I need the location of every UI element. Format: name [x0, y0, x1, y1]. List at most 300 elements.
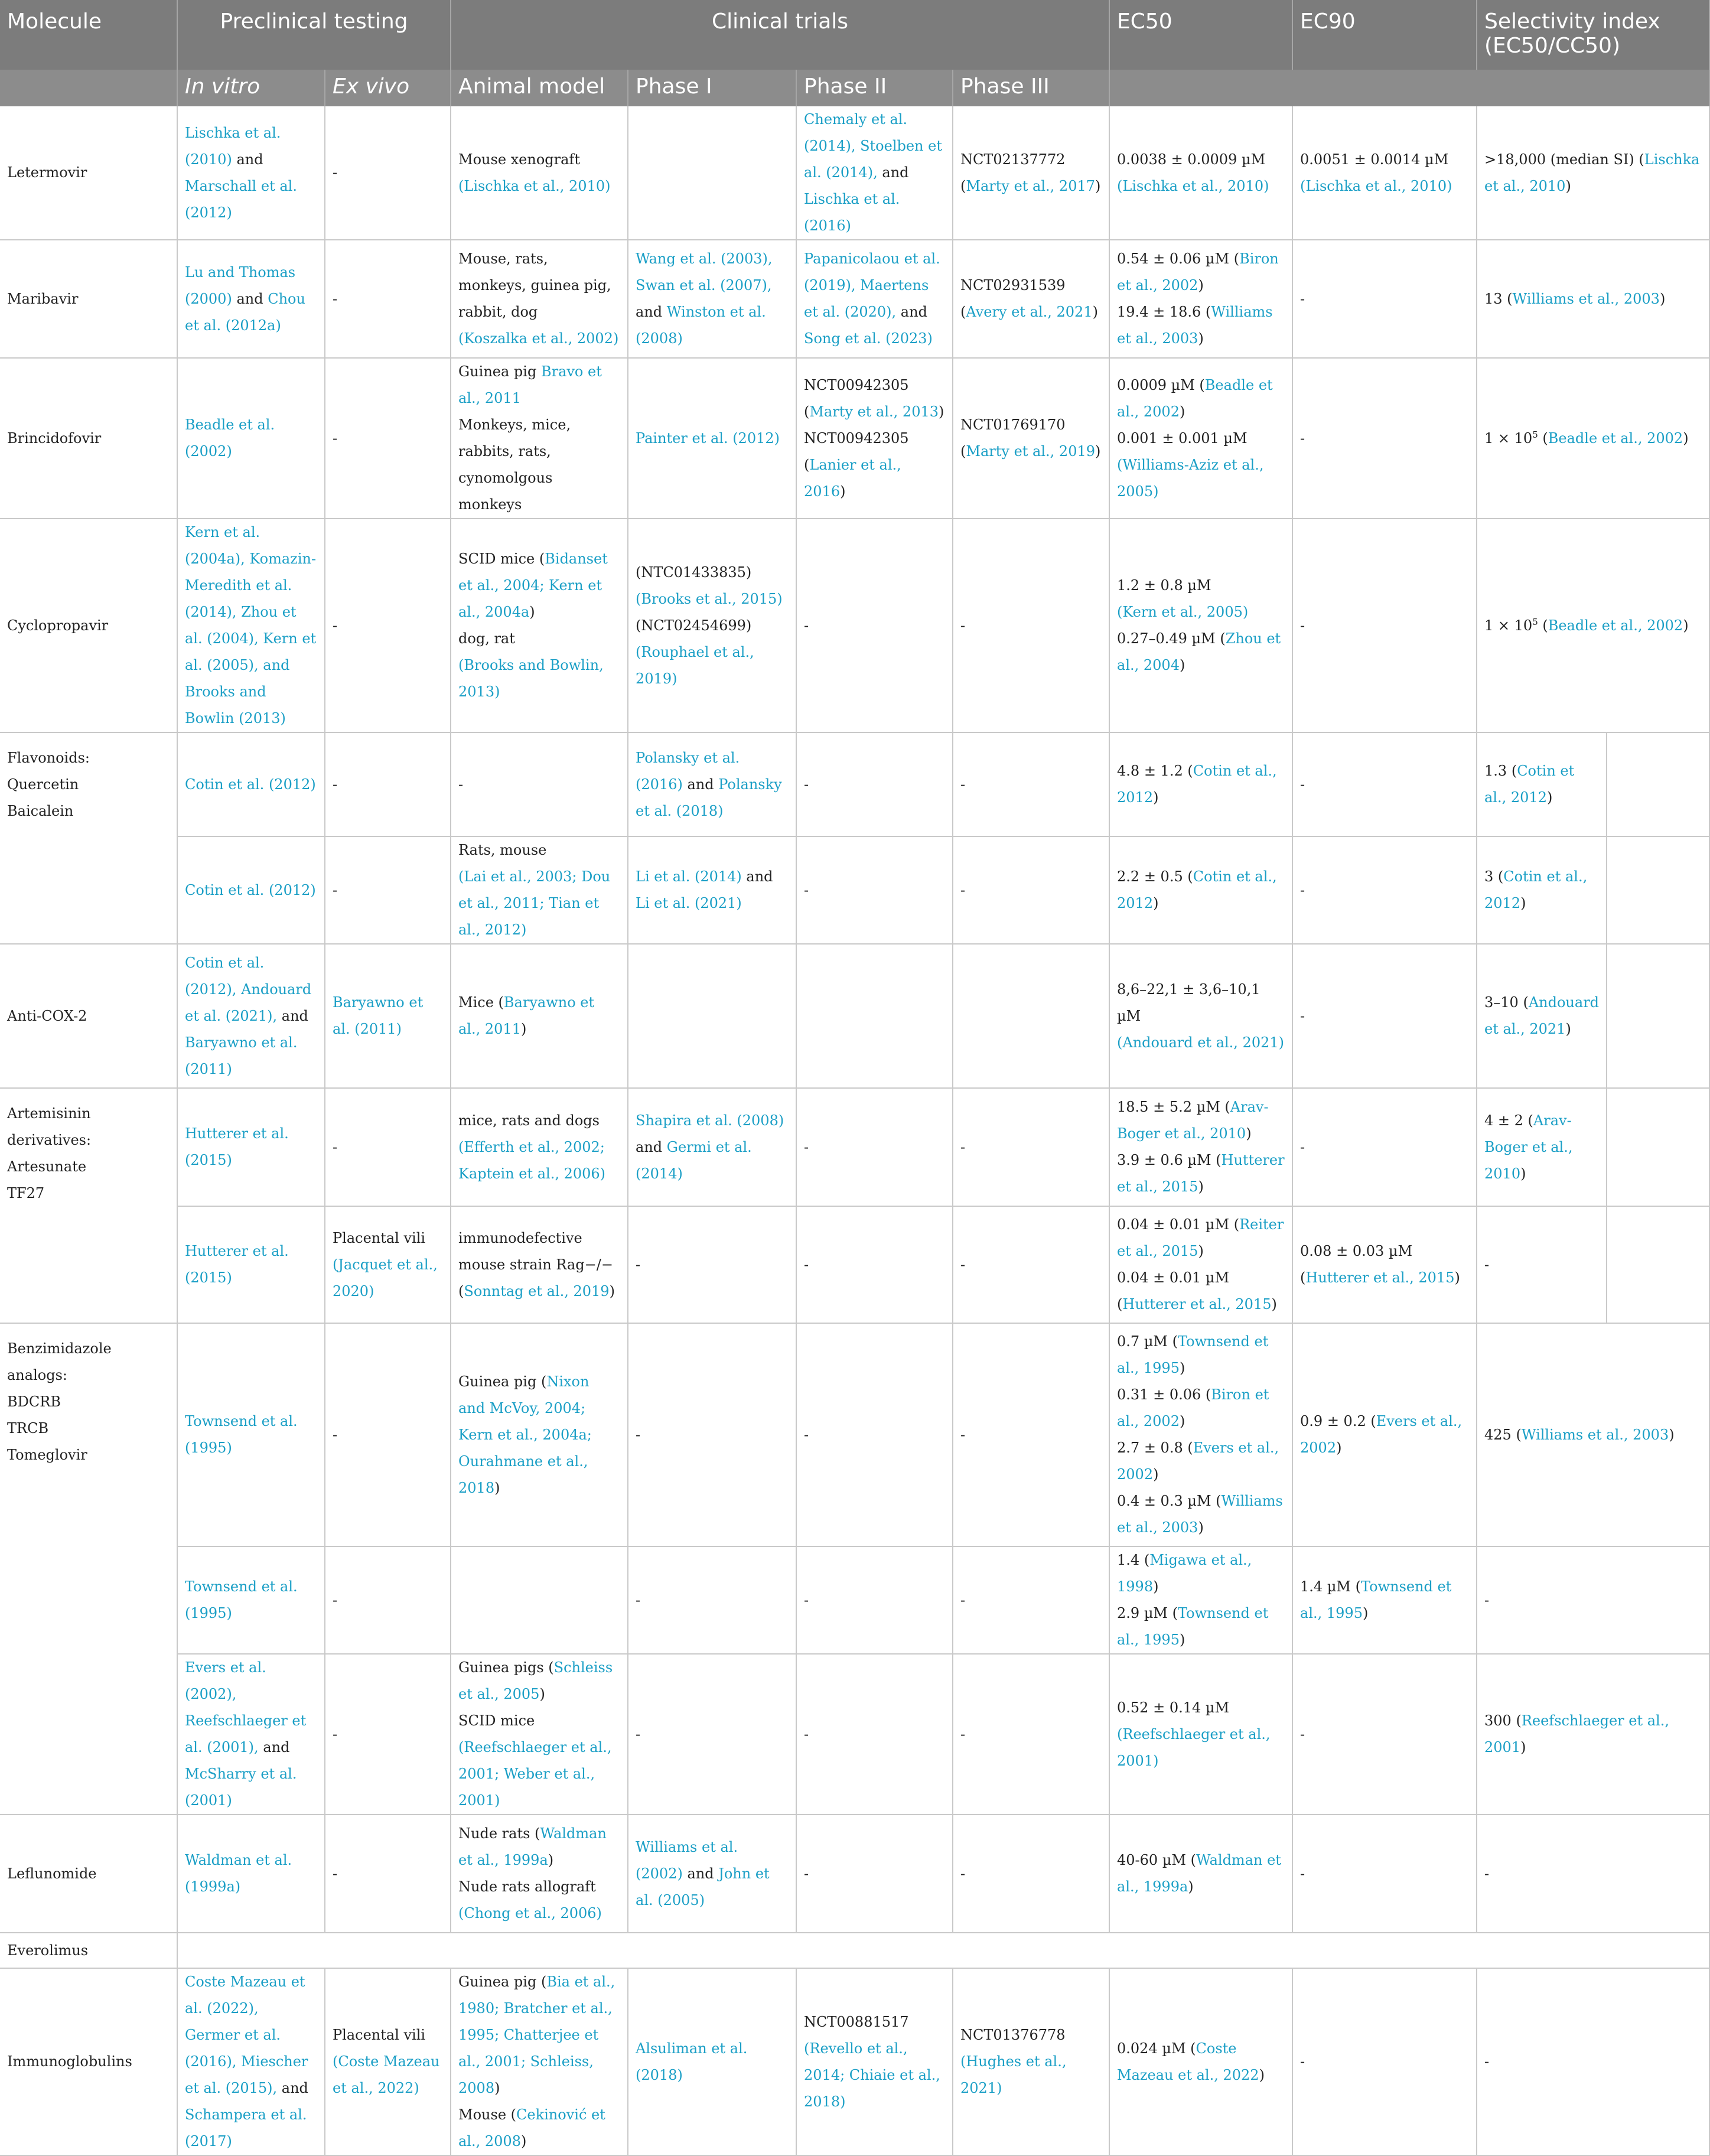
cell-ex-vivo	[325, 944, 451, 1088]
cell-ec50	[1109, 358, 1292, 519]
ref-link[interactable]: Bidanset et al., 2004; Kern et al., 2004a	[458, 551, 608, 620]
text: 3–10 (	[1484, 994, 1529, 1011]
ref-link[interactable]: (Brooks and Bowlin, 2013)	[458, 657, 604, 700]
cell-phase-3	[953, 944, 1109, 1088]
cell-ex-vivo: -	[325, 358, 451, 519]
header-ec90: EC90	[1292, 0, 1477, 70]
cell-phase-3: -	[953, 732, 1109, 836]
text: )	[1669, 1426, 1675, 1443]
ref-link[interactable]: Lanier et al., 2016	[804, 456, 901, 500]
cell-ec90: -	[1292, 519, 1477, 732]
cell-ec50	[1109, 1546, 1292, 1654]
text: )	[1520, 895, 1526, 911]
cell-selectivity-index	[1477, 1088, 1607, 1206]
ref-link[interactable]: (Andouard et al., 2021)	[1117, 1034, 1284, 1051]
cell-animal-model: -	[451, 732, 628, 836]
ref-link[interactable]: Waldman et al., 1999a	[1117, 1852, 1281, 1895]
molecule-name: Maribavir	[0, 240, 177, 358]
text: mice, rats and dogs	[458, 1112, 600, 1129]
text: 0.001 ± 0.001 µM	[1117, 429, 1248, 447]
text: NCT02931539 (	[960, 277, 1066, 320]
text: NCT02137772 (	[960, 151, 1066, 194]
table-body	[0, 106, 1709, 2155]
ref-link[interactable]: Hutterer et al. (2015)	[185, 1243, 289, 1286]
ref-link[interactable]: Baryawno et al., 2011	[458, 994, 595, 1037]
ref-link[interactable]: (Williams-Aziz et al., 2005)	[1117, 456, 1264, 500]
ref-link[interactable]: Cotin et al. (2012)	[185, 776, 316, 793]
text: )	[548, 1852, 554, 1868]
text: 0.4 ± 0.3 µM (	[1117, 1493, 1222, 1509]
cell-ec50	[1109, 240, 1292, 358]
cell-phase-1	[628, 1088, 796, 1206]
text: )	[840, 483, 846, 500]
header-phase-2: Phase II	[796, 70, 953, 106]
text: )	[1659, 290, 1666, 307]
text: Monkeys, mice, rabbits, rats, cynomolgous monkeys	[458, 416, 571, 513]
ref-link[interactable]: Kern et al. (2004a), Komazin-Meredith et al. (2014), Zhou et al. (2004), Kern et al. (2005), and Brooks and Bowlin (2013)	[185, 524, 317, 727]
text: 2.9 µM (	[1117, 1605, 1178, 1621]
text: SCID mice	[458, 1712, 535, 1729]
ref-link[interactable]: Papanicolaou et al. (2019), Maertens et al. (2020),	[804, 250, 940, 320]
text: Mouse xenograft	[458, 151, 580, 168]
table-row	[0, 1968, 1709, 2155]
cell-animal-model	[451, 519, 628, 732]
ref-link[interactable]: Beadle et al., 2002	[1117, 376, 1273, 420]
cell-ex-vivo: -	[325, 1088, 451, 1206]
table-row	[0, 1323, 1709, 1546]
ref-link[interactable]: Coste Mazeau et al. (2022), Germer et al. (2016), Miescher et al. (2015),	[185, 1973, 308, 2096]
ref-link[interactable]: Marschall et al. (2012)	[185, 177, 297, 221]
cell-phase-1	[628, 358, 796, 519]
text: )	[494, 2080, 500, 2096]
cell-ex-vivo: -	[325, 1654, 451, 1815]
text: )	[1092, 304, 1098, 320]
text: and	[277, 1007, 308, 1024]
cell-ec90: -	[1292, 1815, 1477, 1933]
cell-in-vitro	[177, 1815, 325, 1933]
ref-link[interactable]: Beadle et al., 2002	[1548, 429, 1683, 447]
text: Placental vili	[333, 2027, 426, 2043]
ref-link[interactable]: (Efferth et al., 2002; Kaptein et al., 2006)	[458, 1138, 606, 1182]
text: )	[1246, 1125, 1252, 1142]
cell-ec50	[1109, 732, 1292, 836]
text: 0.54 ± 0.06 µM (	[1117, 250, 1240, 267]
cell-ec50	[1109, 519, 1292, 732]
ref-link[interactable]: Cotin et al. (2012), Andouard et al. (2021),	[185, 954, 312, 1024]
text: 4.8 ± 1.2 (	[1117, 763, 1193, 779]
cell-phase-3	[953, 240, 1109, 358]
text: )	[1179, 657, 1185, 673]
ref-link[interactable]: Evers et al., 2002	[1117, 1439, 1279, 1483]
text: (	[1538, 429, 1548, 447]
molecule-name: Brincidofovir	[0, 358, 177, 519]
cell-animal-model	[451, 1206, 628, 1323]
ref-link[interactable]: Painter et al. (2012)	[636, 429, 780, 447]
text: and	[258, 1739, 290, 1756]
ref-link[interactable]: Polansky et al. (2018)	[636, 776, 782, 819]
ref-link[interactable]: Beadle et al., 2002	[1548, 617, 1683, 634]
text: dog, rat	[458, 630, 515, 647]
cell-ex-vivo	[325, 1206, 451, 1323]
ref-link[interactable]: Avery et al., 2021	[966, 304, 1093, 320]
cell-phase-1: -	[628, 1654, 796, 1815]
cell-animal-model	[451, 1968, 628, 2155]
ref-link[interactable]: Alsuliman et al. (2018)	[636, 2040, 748, 2083]
ref-link[interactable]: Arav-Boger et al., 2010	[1117, 1099, 1269, 1142]
ref-link[interactable]: Cotin et al., 2012	[1484, 868, 1588, 911]
text: 3.9 ± 0.6 µM (	[1117, 1152, 1222, 1168]
text: )	[494, 1479, 500, 1496]
text: )	[1179, 1413, 1185, 1429]
cell-phase-1	[628, 836, 796, 944]
ref-link[interactable]: Bravo et al., 2011	[458, 363, 602, 406]
ref-link[interactable]: Townsend et al. (1995)	[185, 1413, 298, 1456]
cell-phase-2: -	[796, 1088, 953, 1206]
superscript: 5	[1532, 616, 1538, 627]
cell-empty	[1607, 1206, 1709, 1323]
cell-phase-1	[628, 1815, 796, 1933]
text: Mice (	[458, 994, 504, 1011]
text: 0.27–0.49 µM (	[1117, 630, 1226, 647]
molecule-sub-name: TF27	[7, 1185, 45, 1201]
cell-animal-model	[451, 240, 628, 358]
cell-ec50	[1109, 1968, 1292, 2155]
ref-link[interactable]: Lu and Thomas (2000)	[185, 263, 296, 307]
ref-link[interactable]: Song et al. (2023)	[804, 330, 933, 347]
ref-link[interactable]: Li et al. (2021)	[636, 895, 742, 911]
text: 0.04 ± 0.01 µM (	[1117, 1269, 1230, 1313]
text: Nude rats (	[458, 1825, 540, 1842]
cell-selectivity-index	[1477, 836, 1607, 944]
ref-link[interactable]: Zhou et al., 2004	[1117, 630, 1281, 673]
text: and	[277, 2080, 308, 2096]
cell-phase-1: -	[628, 1206, 796, 1323]
text: )	[1095, 443, 1101, 460]
cell-empty	[1607, 836, 1709, 944]
cell-in-vitro	[177, 836, 325, 944]
cell-in-vitro	[177, 944, 325, 1088]
text: )	[1454, 1269, 1460, 1286]
header-clinical: Clinical trials	[451, 0, 1109, 70]
ref-link[interactable]: Marty et al., 2019	[966, 443, 1096, 460]
text: )	[1179, 1360, 1185, 1376]
header-animal-model: Animal model	[451, 70, 628, 106]
cell-in-vitro	[177, 1546, 325, 1654]
cell-animal-model	[451, 1088, 628, 1206]
ref-link[interactable]: Hutterer et al., 2015	[1122, 1296, 1272, 1313]
header-selectivity-index: Selectivity index (EC50/CC50)	[1477, 0, 1709, 70]
cell-ec90: -	[1292, 732, 1477, 836]
cell-animal-model	[451, 1815, 628, 1933]
text: Guinea pigs (	[458, 1659, 554, 1676]
text: Guinea pig (	[458, 1973, 547, 1990]
cell-phase-1: -	[628, 1546, 796, 1654]
header-ex-vivo: Ex vivo	[325, 70, 451, 106]
cell-phase-3: -	[953, 1323, 1109, 1546]
cell-empty	[1607, 944, 1709, 1088]
molecule-name	[0, 1088, 177, 1323]
table-row	[0, 1088, 1709, 1206]
ref-link[interactable]: Bia et al., 1980; Bratcher et al., 1995; Chatterjee et al., 2001; Schleiss, 2008	[458, 1973, 615, 2096]
cell-phase-2: -	[796, 1654, 953, 1815]
text: SCID mice (	[458, 551, 545, 567]
ref-link[interactable]: Baryawno et al. (2011)	[333, 994, 424, 1037]
cell-animal-model	[451, 1654, 628, 1815]
cell-phase-2: -	[796, 836, 953, 944]
text: and	[232, 290, 268, 307]
text: )	[1153, 895, 1159, 911]
cell-ec90: -	[1292, 944, 1477, 1088]
text: )	[1153, 1466, 1159, 1483]
cell-phase-1	[628, 732, 796, 836]
cell-selectivity-index: -	[1477, 1815, 1709, 1933]
cell-phase-2	[796, 1968, 953, 2155]
table-row	[0, 1546, 1709, 1654]
ref-link[interactable]: (Lischka et al., 2010)	[1117, 177, 1269, 194]
ref-link[interactable]: Polansky et al. (2016)	[636, 749, 740, 793]
cell-ec90	[1292, 106, 1477, 240]
cell-ec90	[1292, 1323, 1477, 1546]
table-header	[0, 0, 1709, 106]
ref-link[interactable]: Nixon and McVoy, 2004; Kern et al., 2004a; Ourahmane et al., 2018	[458, 1373, 592, 1496]
text: 425 (	[1484, 1426, 1522, 1443]
molecule-sub-name: TRCB	[7, 1420, 49, 1437]
ref-link[interactable]: Reefschlaeger et al., 2001	[1484, 1712, 1669, 1756]
ref-link[interactable]: Townsend et al., 1995	[1300, 1578, 1452, 1621]
ref-link[interactable]: Lischka et al., 2010	[1484, 151, 1700, 194]
ref-link[interactable]: Shapira et al. (2008)	[636, 1112, 784, 1129]
ref-link[interactable]: Lischka et al. (2010)	[185, 124, 281, 168]
header-preclinical: Preclinical testing	[177, 0, 451, 70]
ref-link[interactable]: Baryawno et al. (2011)	[185, 1034, 298, 1077]
text: )	[1362, 1605, 1369, 1621]
ref-link[interactable]: Cotin et al., 2012	[1117, 763, 1277, 806]
text: 0.0051 ± 0.0014 µM	[1300, 151, 1449, 168]
cell-empty	[177, 1933, 1709, 1968]
cell-phase-1: -	[628, 1323, 796, 1546]
cell-phase-2: -	[796, 732, 953, 836]
cell-selectivity-index	[1477, 240, 1709, 358]
ref-link[interactable]: (Hughes et al., 2021)	[960, 2053, 1067, 2096]
ref-link[interactable]: (Lischka et al., 2010)	[458, 177, 611, 194]
text: NCT01769170 (	[960, 416, 1066, 460]
text: (	[1538, 617, 1548, 634]
ref-link[interactable]: Hutterer et al., 2015	[1117, 1152, 1285, 1195]
ref-link[interactable]: Chou et al. (2012a)	[185, 290, 305, 334]
molecule-name: Cyclopropavir	[0, 519, 177, 732]
cell-animal-model	[451, 836, 628, 944]
table-row	[0, 944, 1709, 1088]
text: )	[1271, 1296, 1277, 1313]
cell-ec50	[1109, 836, 1292, 944]
ref-link[interactable]: Hutterer et al., 2015	[1305, 1269, 1455, 1286]
ref-link[interactable]: Hutterer et al. (2015)	[185, 1125, 289, 1168]
cell-selectivity-index	[1477, 106, 1709, 240]
ref-link[interactable]: Sonntag et al., 2019	[464, 1282, 610, 1300]
ref-link[interactable]: John et al. (2005)	[636, 1865, 770, 1909]
group-label: Flavonoids:	[7, 750, 90, 766]
ref-link[interactable]: (Revello et al., 2014; Chiaie et al., 2018)	[804, 2040, 940, 2110]
ref-link[interactable]: Evers et al. (2002), Reefschlaeger et al. (2001),	[185, 1659, 307, 1756]
text: )	[1095, 177, 1101, 194]
ref-link[interactable]: Arav-Boger et al., 2010	[1484, 1112, 1573, 1182]
ref-link[interactable]: Cotin et al., 2012	[1117, 868, 1277, 911]
text: )	[1198, 330, 1204, 347]
molecule-sub-name: Baicalein	[7, 803, 74, 819]
text: 18.5 ± 5.2 µM (	[1117, 1099, 1230, 1115]
molecule-sub-name: Artesunate	[7, 1158, 87, 1175]
ref-link[interactable]: Marty et al., 2017	[966, 177, 1096, 194]
ref-link[interactable]: Reiter et al., 2015	[1117, 1216, 1284, 1259]
table-row	[0, 732, 1709, 836]
text: and	[682, 1865, 719, 1882]
cell-phase-3	[953, 1968, 1109, 2155]
cell-phase-2	[796, 106, 953, 240]
ref-link[interactable]: Williams et al., 2003	[1117, 1493, 1283, 1536]
ref-link[interactable]: (Lai et al., 2003; Dou et al., 2011; Tian et al., 2012)	[458, 868, 611, 938]
text: 19.4 ± 18.6 (	[1117, 304, 1211, 320]
cell-phase-1	[628, 240, 796, 358]
ref-link[interactable]: Schleiss et al., 2005	[458, 1659, 613, 1702]
cell-in-vitro	[177, 732, 325, 836]
table-row	[0, 358, 1709, 519]
text: and	[877, 164, 909, 181]
ref-link[interactable]: Schampera et al. (2017)	[185, 2106, 307, 2150]
text: and	[636, 304, 667, 320]
cell-phase-3: -	[953, 1088, 1109, 1206]
ref-link[interactable]: Townsend et al. (1995)	[185, 1578, 298, 1621]
ref-link[interactable]: Coste Mazeau et al., 2022	[1117, 2040, 1259, 2083]
text: 0.9 ± 0.2 (	[1300, 1413, 1376, 1429]
ref-link[interactable]: Cotin et al., 2012	[1484, 763, 1575, 806]
cell-phase-2: -	[796, 1546, 953, 1654]
text: 0.04 ± 0.01 µM (	[1117, 1216, 1240, 1233]
text: )	[1336, 1439, 1342, 1456]
cell-ex-vivo: -	[325, 240, 451, 358]
cell-phase-1	[628, 106, 796, 240]
cell-phase-3: -	[953, 1546, 1109, 1654]
molecule-name: Anti-COX-2	[0, 944, 177, 1088]
ref-link[interactable]: McSharry et al. (2001)	[185, 1766, 297, 1809]
ref-link[interactable]: Townsend et al., 1995	[1117, 1605, 1269, 1648]
header-ec50: EC50	[1109, 0, 1292, 70]
cell-phase-3: -	[953, 1206, 1109, 1323]
ref-link[interactable]: (Chong et al., 2006)	[458, 1905, 602, 1921]
text: and	[636, 1138, 667, 1155]
text: 4 ± 2 (	[1484, 1112, 1533, 1129]
ref-link[interactable]: (Koszalka et al., 2002)	[458, 330, 619, 347]
ref-link[interactable]: (Brooks et al., 2015)	[636, 590, 783, 607]
cell-selectivity-index	[1477, 1654, 1709, 1815]
ref-link[interactable]: Evers et al., 2002	[1300, 1413, 1463, 1456]
cell-in-vitro	[177, 1968, 325, 2155]
ref-link[interactable]: (Reefschlaeger et al., 2001)	[1117, 1725, 1271, 1769]
cell-empty	[1607, 1088, 1709, 1206]
molecule-name: Immunoglobulins	[0, 1968, 177, 2155]
cell-ec50	[1109, 106, 1292, 240]
ref-link[interactable]: Cekinović et al., 2008	[458, 2106, 605, 2150]
ref-link[interactable]: Waldman et al. (1999a)	[185, 1852, 292, 1895]
header-phase-1: Phase I	[628, 70, 796, 106]
ref-link[interactable]: (Lischka et al., 2010)	[1300, 177, 1452, 194]
ref-link[interactable]: (Kern et al., 2005)	[1117, 604, 1249, 620]
ref-link[interactable]: (Jacquet et al., 2020)	[333, 1256, 438, 1300]
ref-link[interactable]: Migawa et al., 1998	[1117, 1552, 1252, 1595]
table-row	[0, 1654, 1709, 1815]
cell-ec90	[1292, 1546, 1477, 1654]
ref-link[interactable]: Williams et al., 2003	[1521, 1426, 1669, 1443]
cell-phase-2: -	[796, 1815, 953, 1933]
ref-link[interactable]: Biron et al., 2002	[1117, 250, 1279, 294]
ref-link[interactable]: Li et al. (2014)	[636, 868, 742, 885]
text: 0.024 µM (	[1117, 2040, 1196, 2057]
header-phase-3: Phase III	[953, 70, 1109, 106]
cell-phase-3: -	[953, 836, 1109, 944]
cell-phase-2	[796, 358, 953, 519]
ref-link[interactable]: Williams et al., 2003	[1512, 290, 1660, 307]
ref-link[interactable]: Williams et al. (2002)	[636, 1838, 738, 1882]
ref-link[interactable]: Beadle et al. (2002)	[185, 416, 275, 460]
text: NCT00942305 (	[804, 376, 909, 420]
cell-in-vitro	[177, 1088, 325, 1206]
cell-ex-vivo: -	[325, 836, 451, 944]
ref-link[interactable]: Cotin et al. (2012)	[185, 881, 316, 898]
cell-selectivity-index	[1477, 519, 1709, 732]
text: and	[741, 868, 773, 885]
header-molecule: Molecule	[0, 0, 177, 70]
ref-link[interactable]: Wang et al. (2003), Swan et al. (2007),	[636, 250, 773, 294]
ref-link[interactable]: Williams et al., 2003	[1117, 304, 1273, 347]
group-label: Benzimidazole analogs:	[7, 1340, 112, 1383]
text: )	[1259, 2066, 1265, 2083]
molecule-name: Letermovir	[0, 106, 177, 240]
cell-ec90: -	[1292, 1654, 1477, 1815]
ref-link[interactable]: (Rouphael et al., 2019)	[636, 643, 754, 687]
ref-link[interactable]: Andouard et al., 2021	[1484, 994, 1600, 1037]
text: Rats, mouse	[458, 842, 547, 858]
text: )	[520, 2133, 527, 2150]
molecule-name	[0, 732, 177, 944]
cell-ex-vivo: -	[325, 106, 451, 240]
table-row	[0, 1815, 1709, 1933]
cell-ex-vivo	[325, 1968, 451, 2155]
ref-link[interactable]: (Reefschlaeger et al., 2001; Weber et al., 2001)	[458, 1739, 612, 1809]
text: 1.2 ± 0.8 µM	[1117, 577, 1211, 594]
ref-link[interactable]: (Coste Mazeau et al., 2022)	[333, 2053, 440, 2096]
cell-phase-2	[796, 240, 953, 358]
text: )	[1179, 403, 1185, 420]
ref-link[interactable]: Winston et al. (2008)	[636, 304, 766, 347]
text: )	[609, 1282, 615, 1300]
text: 0.31 ± 0.06 (	[1117, 1386, 1211, 1403]
ref-link[interactable]: Germi et al. (2014)	[636, 1138, 752, 1182]
ref-link[interactable]: Lischka et al. (2016)	[804, 191, 900, 234]
text: )	[1179, 1631, 1185, 1648]
ref-link[interactable]: Marty et al., 2013	[809, 403, 939, 420]
text: )	[1198, 1178, 1204, 1195]
ref-link[interactable]: Biron et al., 2002	[1117, 1386, 1269, 1429]
text: )	[1198, 277, 1204, 294]
ref-link[interactable]: Chemaly et al. (2014), Stoelben et al. (2014),	[804, 111, 942, 181]
text: 2.7 ± 0.8 (	[1117, 1439, 1193, 1456]
cell-selectivity-index: -	[1477, 1968, 1709, 2155]
cell-ec90: -	[1292, 358, 1477, 519]
text: and	[232, 151, 263, 168]
ref-link[interactable]: Townsend et al., 1995	[1117, 1333, 1269, 1376]
text: 1.4 µM (	[1300, 1578, 1361, 1595]
ref-link[interactable]: Waldman et al., 1999a	[458, 1825, 607, 1868]
table-row	[0, 240, 1709, 358]
